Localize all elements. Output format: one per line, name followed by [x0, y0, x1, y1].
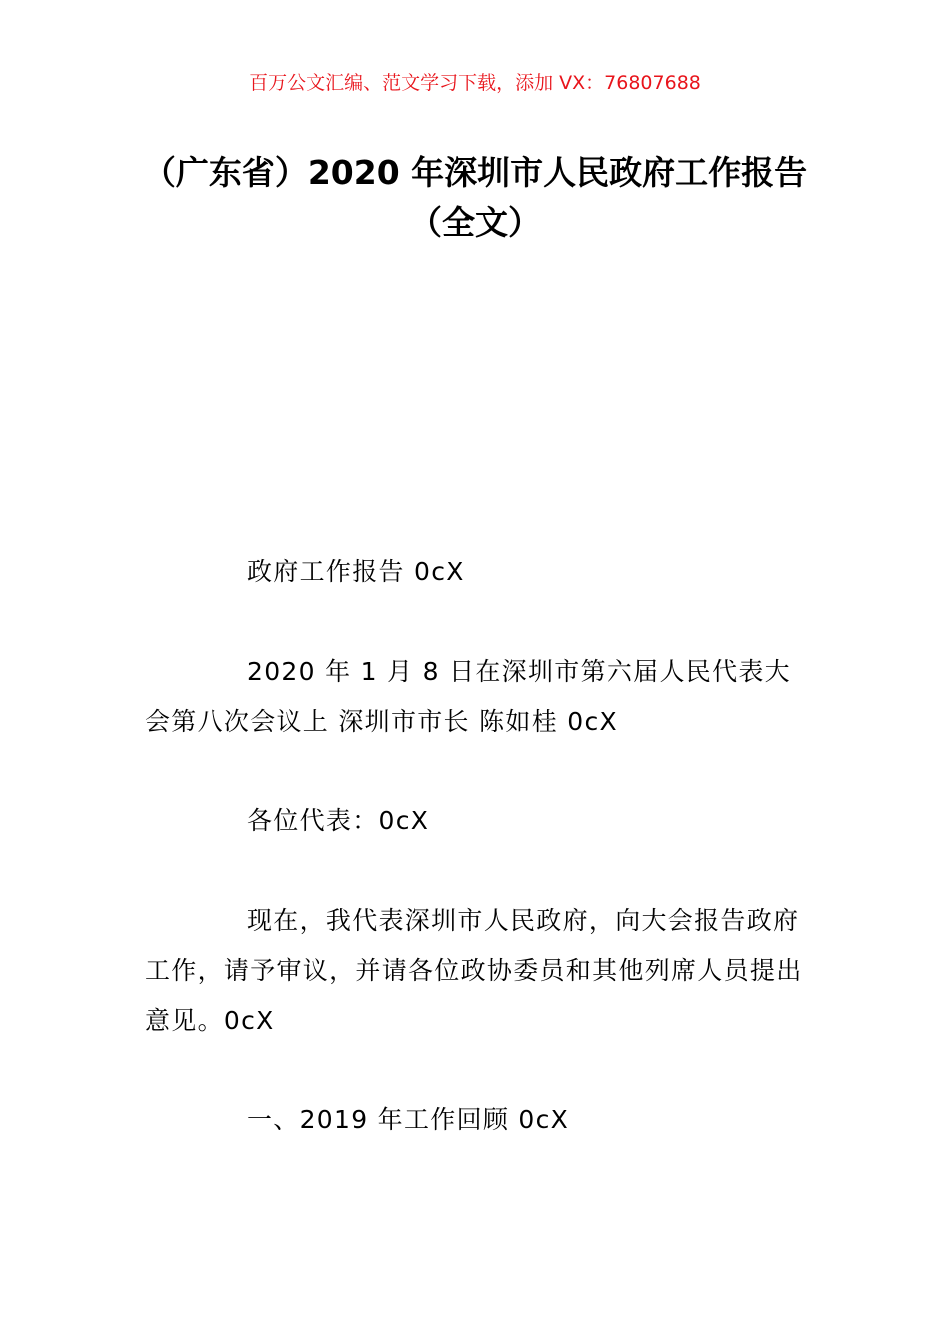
paragraph-text: 各位代表：0cX	[247, 806, 430, 835]
paragraph-text: 2020 年 1 月 8 日在深圳市第六届人民代表大会第八次会议上 深圳市市长 陈如桂 0cX	[145, 657, 791, 736]
paragraph	[145, 796, 807, 846]
paragraph-text: 现在，我代表深圳市人民政府，向大会报告政府工作，请予审议，并请各位政协委员和其他列席人员提出意见。0cX	[145, 906, 803, 1035]
paragraph-text: 一、2019 年工作回顾 0cX	[247, 1105, 570, 1134]
document-title: （广东省）2020 年深圳市人民政府工作报告（全文）	[142, 153, 808, 242]
paragraph	[145, 896, 807, 1046]
paragraph-text: 政府工作报告 0cX	[247, 557, 465, 586]
paragraph	[145, 547, 807, 597]
section-heading	[145, 1095, 807, 1145]
paragraph	[145, 647, 807, 747]
watermark-banner: 百万公文汇编、范文学习下载，添加 VX：76807688	[249, 72, 701, 94]
